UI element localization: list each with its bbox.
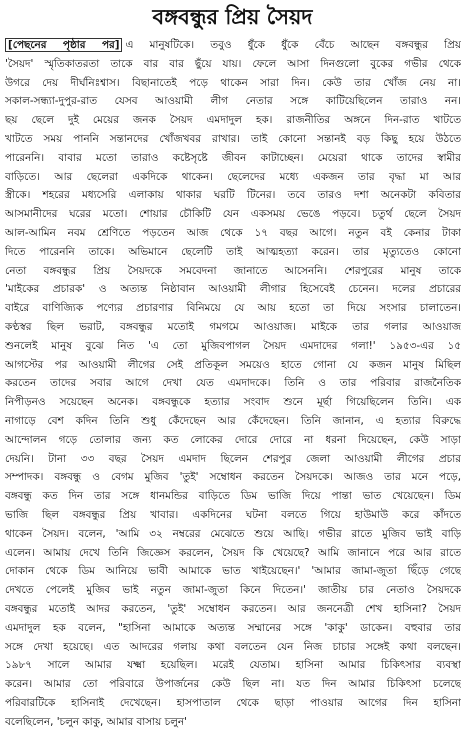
article-line: আল-আমিন নবম শ্রেণিতে পড়তেন আজ থেকে ১৭ বছর আগে। নতুন বই কেনার টাকা: [5, 226, 461, 239]
article-line: 'মাইকের প্রচারক' ও অত্যন্ত নিষ্ঠাবান আওয়ামী লীগার হিসেবেই চেনেন। দলের প্রচারের: [5, 283, 461, 296]
article-headline: বঙ্গবন্ধুর প্রিয় সৈয়দ: [152, 5, 313, 29]
article-line: নিপীড়নও সয়েছেন অনেক। বঙ্গবন্ধুকে হত্যার সংবাদ শুনে মূর্ছা গিয়েছিলেন তিনি। এক: [5, 396, 461, 409]
article-line: এলেন। আমায় দেখে তিনি জিজ্ঞেস করলেন, সৈয়দ কি খেয়েছে? আমি জানানে পরে আর রাতে: [5, 546, 461, 559]
article-line: [পেছনের পৃষ্ঠার পর] এ মানুষটিকে। তবুও ধুঁকে ধুঁকে বেঁচে আছেন বঙ্গবন্ধুর প্রিয়: [5, 36, 461, 55]
article-body: [5, 36, 461, 731]
continued-from-label: [পেছনের পৃষ্ঠার পর]: [5, 38, 122, 52]
article-line: করতেন তাদের সবার আগে দেখা যেত এমদাদকে। তিনি ও তার পরিবার রাজনৈতিক: [5, 377, 461, 390]
article-line: বঙ্গবন্ধুর মতোই আদর করতেন, 'তুই' সম্বোধন করতেন। আর জননেত্রী শেখ হাসিনা? সৈয়দ: [5, 602, 461, 615]
article-line: এমদাদুল হক বলেন, "হাসিনা আমাকে অত্যন্ত সম্মানের সঙ্গে 'কাকু' ডাকেন। বহুবার তার: [5, 621, 461, 634]
article-line: দেয়নি। টানা ৩৩ বছর সৈয়দ এমদাদ ছিলেন শেরপুর জেলা আওয়ামী লীগের প্রচার: [5, 452, 461, 465]
article-line: দেখতে পেলেই মুজিব ভাই নতুন জামা-জুতা কিনে দিতেন।' জাতীয় চার নেতাও সৈয়দকে: [5, 584, 461, 597]
article-line: নাগাড়ে বেশ কদিন তিনি শুধু কেঁদেছেন আর কেঁদেছেন। তিনি জানান, এ হত্যার বিরুদ্ধে: [5, 414, 461, 427]
article-line: স্ত্রীকে। শহরের মধ্যসেরি এলাকায় থাকার ঘরটি টিনের। তবে তারও দশা অনেকটা কবিতার: [5, 189, 461, 202]
article-line: আগস্টের পর আওয়ামী লীগের সেই প্রতিকূল সময়েও হাতে গোনা যে কজন মানুষ মিছিল: [5, 358, 461, 371]
article-line: শুনলেই মানুষ বুঝে নিত 'এ তো মুজিবপাগল সৈয়দ এমদাদের গলা!' ১৯৫৩-এর ১৫: [5, 339, 461, 352]
article-line: ১৯৮৭ সালে আমার যক্ষ্মা হয়েছিল। মরেই যেতাম। হাসিনা আমার চিকিৎসার ব্যবস্থা: [5, 659, 461, 672]
article-line: 'সৈয়দ' স্মৃতিকাতরতা তাকে বার বার ছুঁয়ে যায়। ফেলে আসা দিনগুলো বুকের গভীর থেকে: [5, 57, 461, 70]
article-line: সঙ্গে দেখা হয়েছে। এত আদরের গলায় কথা বলতেন যেন নিজ চাচার সঙ্গেই কথা বলছেন।: [5, 640, 461, 653]
article-line: উগরে দেয় দীর্ঘনিঃশ্বাস। বিছানাতেই পড়ে থাকেন সারা দিন। কেউ তার খোঁজ নেয় না।: [5, 76, 461, 89]
article-line: ছয় ছেলে দুই মেয়ের জনক সৈয়দ এমদাদুল হক। রাজনীতির অঙ্গনে দিন-রাত খাটতে: [5, 114, 461, 127]
article-line: পরিবারটিকে হাসিনাই দেখেছেন। হাসপাতাল থেকে ছাড়া পাওয়ার আগের দিন হাসিনা: [5, 696, 461, 709]
article-line: সম্পাদক। বঙ্গবন্ধু ও বেগম মুজিব 'তুই' সম্বোধন করতেন সৈয়দকে। আজও তার মনে পড়ে,: [5, 471, 461, 484]
article-line: বাইরে বাণিজ্যিক পণ্যের প্রচারণার বিনিময়ে যে আয় হতো তা দিয়ে সংসার চালাতেন।: [5, 302, 461, 315]
article-line: সকাল-সন্ধ্যা-দুপুর-রাত যেসব আওয়ামী লীগ নেতার সঙ্গে কাটিয়েছিলেন তারাও নন।: [5, 95, 461, 108]
article-line: পারেননি। বাবার মতো তারাও কষ্টেসৃষ্টে জীবন কাটাচ্ছেন। মেয়েরা থাকে তাদের স্বামীর: [5, 151, 461, 164]
article-line: আসমানীদের ঘরের মতো। শোয়ার চৌকিটি যেন একসময় ভেঙে পড়বে। চতুর্থ ছেলে সৈয়দ: [5, 208, 461, 221]
article-line: দিতে পারেননি তাকে। অভিমানে ছেলেটি তাই আত্মহত্যা করেন। তার মৃত্যুতেও কোনো: [5, 245, 461, 258]
article-line: থাকেন সৈয়দ। বলেন, 'আমি ৩২ নম্বরের মেঝেতে শুয়ে আছি। গভীর রাতে মুজিব ভাই বাড়ি: [5, 527, 461, 540]
article-line: কণ্ঠস্বর ছিল ভরাট, বঙ্গবন্ধুর মতোই গমগমে আওয়াজ। মাইকে তার গলার আওয়াজ: [5, 320, 461, 333]
article-line: খাটতে সময় পাননি সন্তানদের খোঁজখবর রাখার। তাই কোনো সন্তানই বড় কিছু হয়ে উঠতে: [5, 132, 461, 145]
article-line: আন্দোলন গড়ে তোলার জন্য কত লোকের দোরে দোরে না ধরনা দিয়েছেন, কেউ সাড়া: [5, 433, 461, 446]
article-line: বলেছিলেন, 'চলুন কাকু, আমার বাসায় চলুন': [5, 715, 187, 728]
article-line: নেতা বঙ্গবন্ধুর প্রিয় সৈয়দকে সমবেদনা জানাতে আসেননি। শেরপুরের মানুষ তাকে: [5, 264, 461, 277]
article-line: করেন। আমার তো পরিবারে উপার্জনের কেউ ছিল না। যত দিন আমার চিকিৎসা চলেছে: [5, 678, 461, 691]
article-line: দোকান থেকে ডিম আনিয়ে ভাবী আমাকে ভাত খাইয়েছেন।' 'আমার জামা-জুতা ছিঁড়ে গেছে: [5, 565, 461, 578]
article-line: বাড়িতে। আর ছেলেরা একদিকে থাকেন। ছেলেদের মধ্যে একজন তার বৃদ্ধা মা আর: [5, 170, 461, 183]
article-line: বঙ্গবন্ধু কত দিন তার সঙ্গে ধানমন্ডির বাড়িতে ডিম ভাজি দিয়ে পান্তা ভাত খেয়েছেন। ডিম: [5, 490, 461, 503]
article-line: ভাজি ছিল বঙ্গবন্ধুর প্রিয় খাবার। একদিনের ঘটনা বলতে গিয়ে হাউমাউ করে কাঁদতে: [5, 508, 461, 521]
